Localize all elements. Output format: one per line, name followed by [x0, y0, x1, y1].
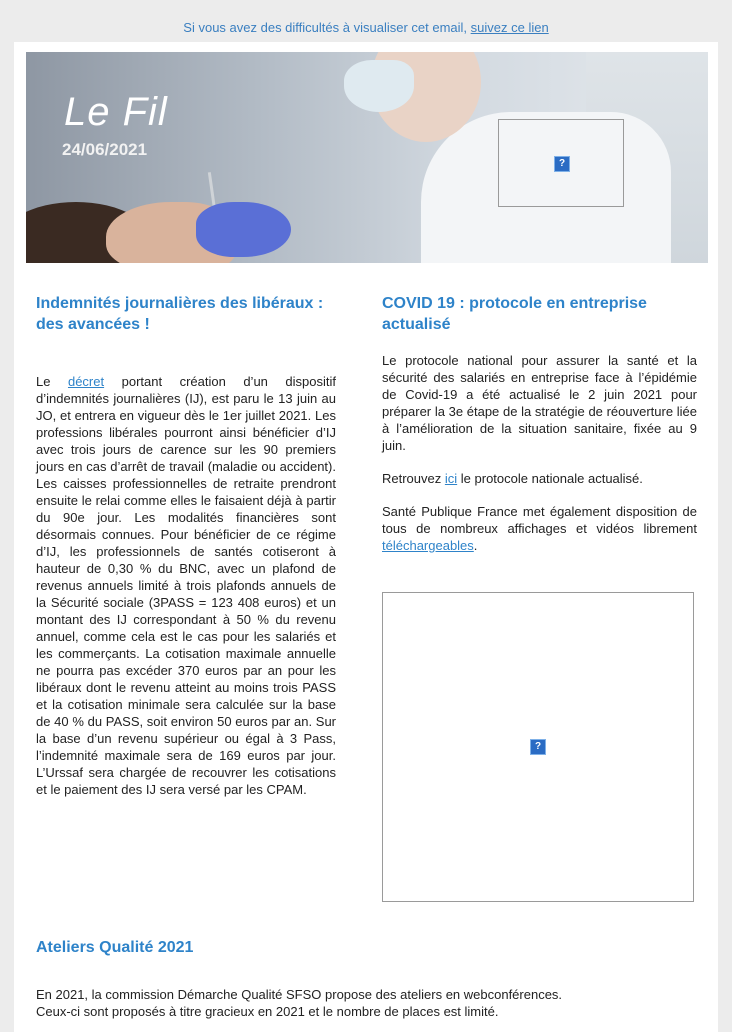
ateliers-line2: Ceux-ci sont proposés à titre gracieux en 2021 et le nombre de places est limité. — [36, 1004, 499, 1019]
broken-image-icon: ? — [554, 156, 570, 172]
email-view-bar — [0, 0, 732, 44]
newsletter-title: Le Fil — [64, 90, 168, 134]
article-covid — [382, 293, 697, 554]
article-covid-p3: Santé Publique France met également disposition de tous de nombreux affichages et vidéos librement téléchargeables. — [382, 504, 697, 553]
article-ij-body: Le décret portant création d’un dispositif d’indemnités journalières (IJ), est paru le 13 juin au JO, et entrera en vigueur dès le 1er juillet 2021. Les professions libérales pourront ainsi bénéficier d’IJ avec trois jours de carence sur les 90 premiers jours en cas d’arrêt de travail (maladie ou accident). Les caisses professionnelles de retraite prendront ensuite le relai comme elles le faisaient déjà à partir du 90e jour. Les modalités financières sont désormais connues. Pour bénéficier de ce régime d’IJ, les professionnels de santés cotiseront à hauteur de 0,30 % du BNC, avec un plafond de revenus annuels limité à trois plafonds annuels de la Sécurité sociale (3PASS = 123 408 euros) et un montant des IJ correspondant à 50 % du revenu annuel, comme cela est le cas pour les salariés et les commerçants. La cotisation maximale annuelle ne pourra pas excéder 370 euros par an pour les libéraux dont le revenu atteint au moins trois PASS et la cotisation minimale sera calculée sur la base de 40 % du PASS, soit environ 50 euros par an. Sur la base d’un revenu supérieur ou égal à 3 Pass, l’indemnité maximale sera de 169 euros par jour. L’Urssaf sera chargée de recouvrer les cotisations et le paiement des IJ sera versé par les CPAM. — [36, 374, 336, 797]
ateliers-line1: En 2021, la commission Démarche Qualité SFSO propose des ateliers en webconférences. — [36, 987, 563, 1002]
broken-image-icon: ? — [530, 739, 546, 755]
view-online-link[interactable]: suivez ce lien — [470, 20, 549, 35]
hero-banner — [26, 52, 708, 263]
covid-image-placeholder — [382, 592, 694, 902]
ateliers-section — [36, 937, 716, 1020]
article-ij — [36, 293, 336, 798]
telechargeables-link[interactable]: téléchargeables — [382, 538, 474, 553]
newsletter-date: 24/06/2021 — [62, 140, 148, 159]
article-covid-p1: Le protocole national pour assurer la santé et la sécurité des salariés en entreprise face à l’épidémie de Covid-19 a été actualisé le 2 juin 2021 pour préparer la 3e étape de la stratégie de réouverture liée à l’amélioration de la situation sanitaire, fixée au 9 juin. — [382, 353, 697, 453]
article-ij-heading: Indemnités journalières des libéraux : des avancées ! — [36, 295, 324, 333]
article-covid-heading: COVID 19 : protocole en entreprise actualisé — [382, 295, 647, 333]
article-covid-p2: Retrouvez ici le protocole nationale actualisé. — [382, 471, 643, 486]
ateliers-heading: Ateliers Qualité 2021 — [36, 939, 194, 956]
view-online-text: Si vous avez des difficultés à visualiser cet email, — [183, 20, 468, 35]
newsletter-card — [14, 42, 718, 1032]
hero-image-placeholder — [498, 119, 624, 207]
protocole-link[interactable]: ici — [444, 471, 458, 486]
decret-link[interactable]: décret — [67, 374, 105, 389]
